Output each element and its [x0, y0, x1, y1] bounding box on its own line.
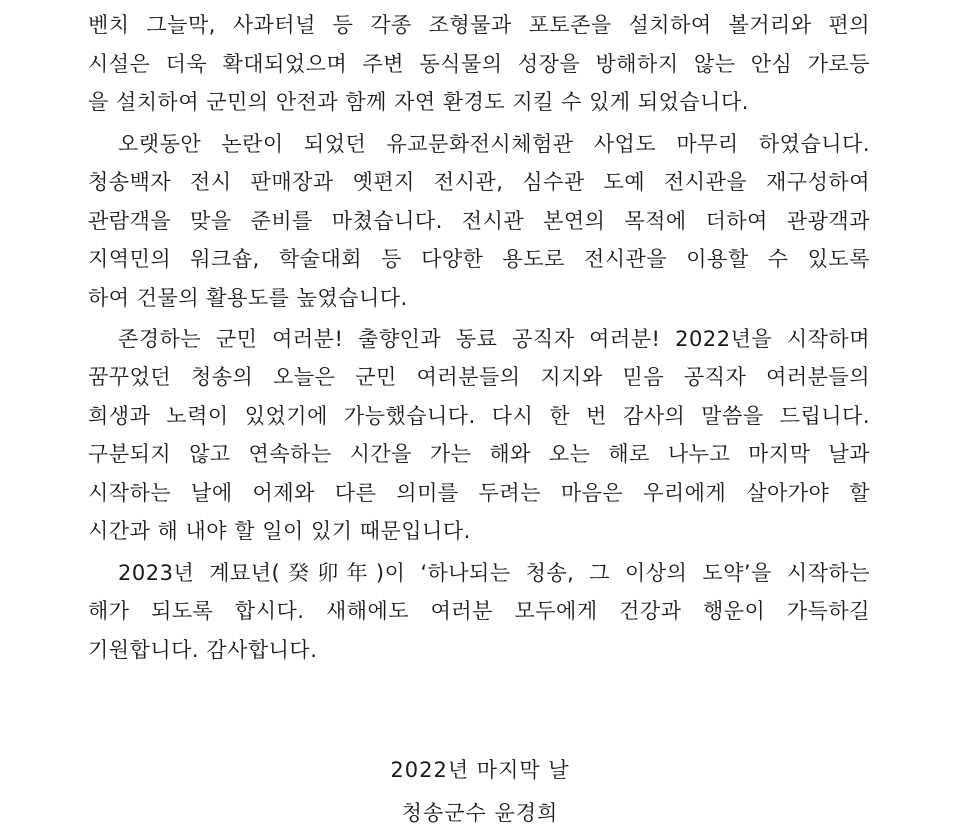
paragraph-2-line-5: 하여 건물의 활용도를 높였습니다.: [88, 286, 408, 310]
paragraph-3-line-6: 시간과 해 내야 할 일이 있기 때문입니다.: [88, 519, 471, 543]
paragraph-4-line-1: 2023년 계묘년(癸卯年)이 ‘하나되는 청송, 그 이상의 도약’을 시작하는: [118, 561, 870, 585]
paragraph-3-line-1: 존경하는 군민 여러분! 출향인과 동료 공직자 여러분! 2022년을 시작하며: [118, 327, 870, 351]
paragraph-1-line-2: 시설은 더욱 확대되었으며 주변 동식물의 성장을 방해하지 않는 안심 가로등: [88, 52, 870, 76]
paragraph-2-line-2: 청송백자 전시 판매장과 옛편지 전시관, 심수관 도예 전시관을 재구성하여: [88, 170, 870, 194]
paragraph-4-line-3: 기원합니다. 감사합니다.: [88, 638, 318, 662]
paragraph-3-line-2: 꿈꾸었던 청송의 오늘은 군민 여러분들의 지지와 믿음 공직자 여러분들의: [88, 365, 870, 389]
paragraph-1-line-3: 을 설치하여 군민의 안전과 함께 자연 환경도 지킬 수 있게 되었습니다.: [88, 90, 749, 114]
paragraph-2-line-1: 오랫동안 논란이 되었던 유교문화전시체험관 사업도 마무리 하였습니다.: [118, 132, 870, 156]
paragraph-2-line-4: 지역민의 워크숍, 학술대회 등 다양한 용도로 전시관을 이용할 수 있도록: [88, 247, 870, 271]
signature-author: 청송군수 윤경희: [401, 801, 559, 825]
paragraph-3-line-4: 구분되지 않고 연속하는 시간을 가는 해와 오는 해로 나누고 마지막 날과: [88, 442, 870, 466]
paragraph-2-line-3: 관람객을 맞을 준비를 마쳤습니다. 전시관 본연의 목적에 더하여 관광객과: [88, 209, 870, 233]
signature-date: 2022년 마지막 날: [390, 758, 570, 782]
paragraph-1-line-1: 벤치 그늘막, 사과터널 등 각종 조형물과 포토존을 설치하여 볼거리와 편의: [88, 13, 870, 37]
paragraph-4-line-2: 해가 되도록 합시다. 새해에도 여러분 모두에게 건강과 행운이 가득하길: [88, 599, 870, 623]
paragraph-3-line-5: 시작하는 날에 어제와 다른 의미를 두려는 마음은 우리에게 살아가야 할: [88, 481, 870, 505]
paragraph-3-line-3: 희생과 노력이 있었기에 가능했습니다. 다시 한 번 감사의 말씀을 드립니다.: [88, 404, 870, 428]
